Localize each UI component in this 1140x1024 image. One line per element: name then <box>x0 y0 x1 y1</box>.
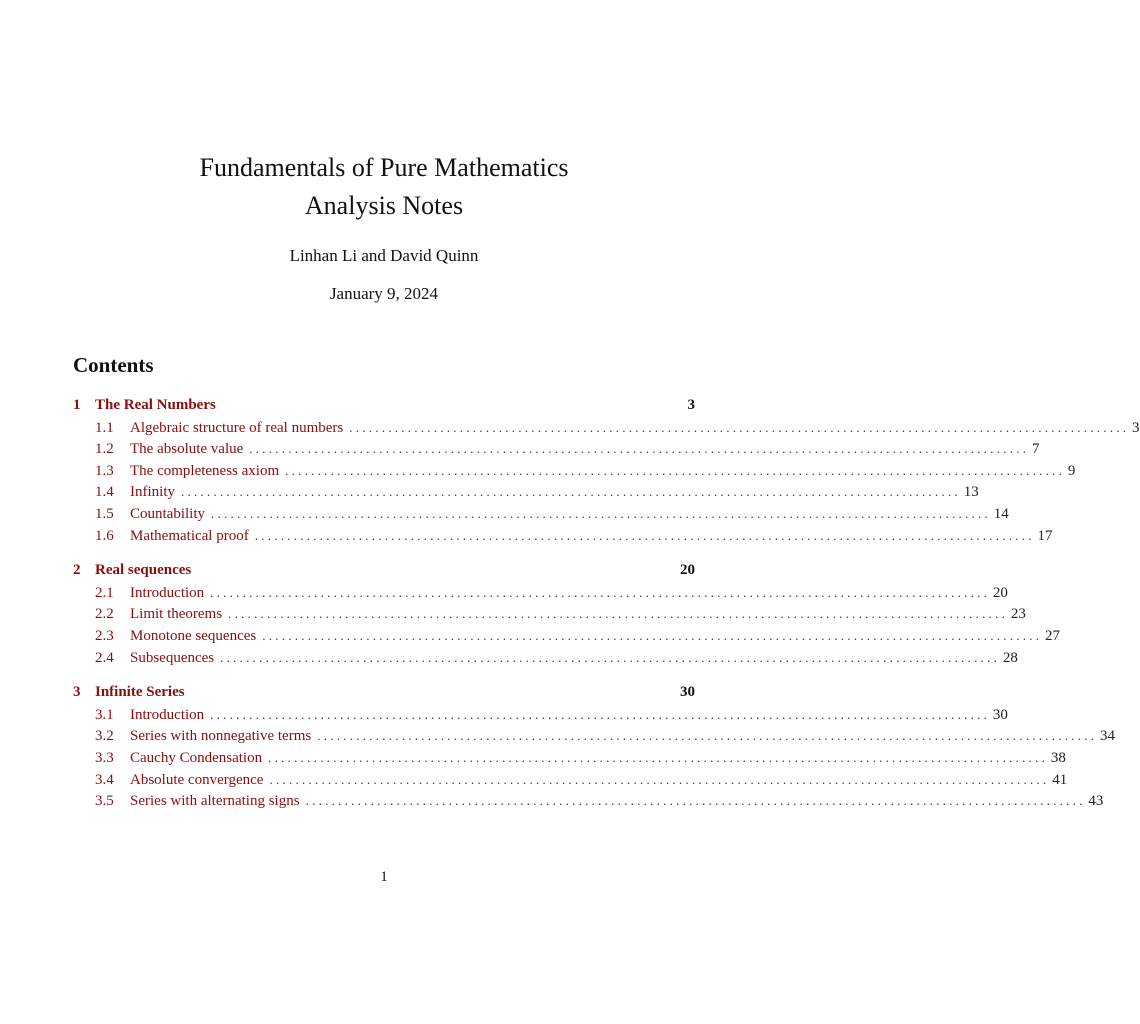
toc-dot-leader: . . . . . . . . . . . . . . . . . . . . . . . . . . . . . . . . . . . . . . . . . . . . . . . . . . . . . . . . . . . . . . . . . . . . . . . . . . . . . . . . . . . . . . . . . . . . . . . . . . . . . . . . . . . . . . . . . . . . . . . . <box>254 527 1032 543</box>
toc-section-link[interactable] <box>73 503 1009 525</box>
toc-chapter-number: 2 <box>73 562 81 579</box>
toc-section-page: 7 <box>1032 441 1040 458</box>
toc-section-link[interactable] <box>73 725 1115 747</box>
toc-section-title: Algebraic structure of real numbers <box>130 419 344 436</box>
toc-section-number: 3.5 <box>95 793 114 810</box>
toc-section-link[interactable] <box>73 525 1053 547</box>
toc-section-title: Series with alternating signs <box>130 793 300 810</box>
toc-dot-leader: . . . . . . . . . . . . . . . . . . . . . . . . . . . . . . . . . . . . . . . . . . . . . . . . . . . . . . . . . . . . . . . . . . . . . . . . . . . . . . . . . . . . . . . . . . . . . . . . . . . . . . . . . . . . . . . . . . . . . . . . <box>349 419 1126 435</box>
toc-dot-leader: . . . . . . . . . . . . . . . . . . . . . . . . . . . . . . . . . . . . . . . . . . . . . . . . . . . . . . . . . . . . . . . . . . . . . . . . . . . . . . . . . . . . . . . . . . . . . . . . . . . . . . . . . . . . . . . . . . . . . . . . <box>285 462 1062 478</box>
toc-chapter-title: Infinite Series <box>95 684 185 701</box>
title-line-2: Analysis Notes <box>304 191 464 220</box>
toc-section-title: Mathematical proof <box>130 527 249 544</box>
toc-section-number: 1.1 <box>95 419 114 436</box>
toc-dot-leader: . . . . . . . . . . . . . . . . . . . . . . . . . . . . . . . . . . . . . . . . . . . . . . . . . . . . . . . . . . . . . . . . . . . . . . . . . . . . . . . . . . . . . . . . . . . . . . . . . . . . . . . . . . . . . . . . . . . . . . . . <box>210 584 987 600</box>
toc-section-link[interactable] <box>73 460 1076 482</box>
toc-section-page: 30 <box>992 706 1008 723</box>
toc-section-link[interactable] <box>73 790 1104 812</box>
toc-section-title: Limit theorems <box>130 606 223 623</box>
toc-section-title: Introduction <box>130 584 205 601</box>
toc-dot-leader: . . . . . . . . . . . . . . . . . . . . . . . . . . . . . . . . . . . . . . . . . . . . . . . . . . . . . . . . . . . . . . . . . . . . . . . . . . . . . . . . . . . . . . . . . . . . . . . . . . . . . . . . . . . . . . . . . . . . . . . . <box>211 505 988 521</box>
authors: Linhan Li and David Quinn <box>289 246 479 265</box>
toc-section-link[interactable] <box>73 417 1140 439</box>
toc-section-page: 27 <box>1044 627 1060 644</box>
toc-section-number: 3.3 <box>95 749 114 766</box>
toc-section-number: 2.4 <box>95 649 114 666</box>
toc-section-page: 13 <box>963 484 979 501</box>
toc-section-link[interactable] <box>73 603 1026 625</box>
toc-chapter-title: The Real Numbers <box>95 397 216 413</box>
toc-section-title: Subsequences <box>130 649 215 666</box>
toc-section-page: 38 <box>1050 749 1066 766</box>
toc-chapter-block <box>73 395 1140 546</box>
toc-dot-leader: . . . . . . . . . . . . . . . . . . . . . . . . . . . . . . . . . . . . . . . . . . . . . . . . . . . . . . . . . . . . . . . . . . . . . . . . . . . . . . . . . . . . . . . . . . . . . . . . . . . . . . . . . . . . . . . . . . . . . . . . <box>262 627 1039 643</box>
toc-section-link[interactable] <box>73 625 1060 647</box>
toc-section-number: 1.5 <box>95 505 114 522</box>
toc-chapter-number: 3 <box>73 684 81 701</box>
toc-section-link[interactable] <box>73 647 1018 669</box>
toc-section-link[interactable] <box>73 438 1040 460</box>
toc-section-page: 17 <box>1037 527 1053 544</box>
toc-section-title: Cauchy Condensation <box>130 749 263 766</box>
toc-chapter-link[interactable] <box>73 395 695 417</box>
toc-section-number: 2.1 <box>95 584 114 601</box>
toc-chapter-title: Real sequences <box>95 562 192 579</box>
toc-section-page: 14 <box>993 505 1009 522</box>
toc-dot-leader: . . . . . . . . . . . . . . . . . . . . . . . . . . . . . . . . . . . . . . . . . . . . . . . . . . . . . . . . . . . . . . . . . . . . . . . . . . . . . . . . . . . . . . . . . . . . . . . . . . . . . . . . . . . . . . . . . . . . . . . . <box>305 793 1083 809</box>
toc-section-number: 1.4 <box>95 484 114 501</box>
toc-section-title: The absolute value <box>130 441 244 458</box>
toc-section-page: 23 <box>1010 606 1026 623</box>
toc-section-number: 2.2 <box>95 606 114 623</box>
toc-dot-leader: . . . . . . . . . . . . . . . . . . . . . . . . . . . . . . . . . . . . . . . . . . . . . . . . . . . . . . . . . . . . . . . . . . . . . . . . . . . . . . . . . . . . . . . . . . . . . . . . . . . . . . . . . . . . . . . . . . . . . . . . <box>228 606 1005 622</box>
toc-section-title: Introduction <box>130 706 205 723</box>
toc-section-number: 3.2 <box>95 728 114 745</box>
toc-chapter-link[interactable] <box>73 682 695 704</box>
toc-section-link[interactable] <box>73 582 1008 604</box>
toc-dot-leader: . . . . . . . . . . . . . . . . . . . . . . . . . . . . . . . . . . . . . . . . . . . . . . . . . . . . . . . . . . . . . . . . . . . . . . . . . . . . . . . . . . . . . . . . . . . . . . . . . . . . . . . . . . . . . . . . . . . . . . . . <box>317 728 1094 744</box>
toc-chapter-number: 1 <box>73 397 81 413</box>
toc-section-number: 1.3 <box>95 462 114 479</box>
toc-dot-leader: . . . . . . . . . . . . . . . . . . . . . . . . . . . . . . . . . . . . . . . . . . . . . . . . . . . . . . . . . . . . . . . . . . . . . . . . . . . . . . . . . . . . . . . . . . . . . . . . . . . . . . . . . . . . . . . . . . . . . . . . <box>249 441 1027 457</box>
toc-dot-leader: . . . . . . . . . . . . . . . . . . . . . . . . . . . . . . . . . . . . . . . . . . . . . . . . . . . . . . . . . . . . . . . . . . . . . . . . . . . . . . . . . . . . . . . . . . . . . . . . . . . . . . . . . . . . . . . . . . . . . . . . <box>210 706 987 722</box>
contents-heading: Contents <box>73 353 154 377</box>
title-line-1: Fundamentals of Pure Mathematics <box>199 153 569 182</box>
toc-section-title: The completeness axiom <box>130 462 280 479</box>
toc-section-title: Monotone sequences <box>130 627 257 644</box>
toc-section-number: 2.3 <box>95 627 114 644</box>
toc-section-link[interactable] <box>73 769 1068 791</box>
toc-chapter-page: 30 <box>680 684 695 701</box>
toc-section-number: 1.2 <box>95 441 114 458</box>
toc-section-title: Infinity <box>130 484 175 501</box>
toc-chapter-page: 3 <box>687 397 695 413</box>
toc-section-title: Absolute convergence <box>130 771 264 788</box>
toc-dot-leader: . . . . . . . . . . . . . . . . . . . . . . . . . . . . . . . . . . . . . . . . . . . . . . . . . . . . . . . . . . . . . . . . . . . . . . . . . . . . . . . . . . . . . . . . . . . . . . . . . . . . . . . . . . . . . . . . . . . . . . . . <box>268 749 1045 765</box>
toc-dot-leader: . . . . . . . . . . . . . . . . . . . . . . . . . . . . . . . . . . . . . . . . . . . . . . . . . . . . . . . . . . . . . . . . . . . . . . . . . . . . . . . . . . . . . . . . . . . . . . . . . . . . . . . . . . . . . . . . . . . . . . . . <box>220 649 997 665</box>
toc-chapter-page: 20 <box>680 562 695 579</box>
toc-section-number: 3.1 <box>95 706 114 723</box>
page-number: 1 <box>380 869 388 885</box>
toc-chapter-link[interactable] <box>73 560 695 582</box>
toc-section-title: Countability <box>130 505 205 522</box>
toc-section-page: 9 <box>1067 462 1076 479</box>
toc-section-number: 1.6 <box>95 527 114 544</box>
toc-section-title: Series with nonnegative terms <box>130 728 312 745</box>
toc-section-page: 28 <box>1002 649 1018 666</box>
toc-section-page: 3 <box>1132 419 1140 436</box>
toc-dot-leader: . . . . . . . . . . . . . . . . . . . . . . . . . . . . . . . . . . . . . . . . . . . . . . . . . . . . . . . . . . . . . . . . . . . . . . . . . . . . . . . . . . . . . . . . . . . . . . . . . . . . . . . . . . . . . . . . . . . . . . . . <box>181 484 958 500</box>
table-of-contents <box>73 395 1140 826</box>
toc-section-page: 41 <box>1052 771 1068 788</box>
toc-section-page: 43 <box>1088 793 1104 810</box>
document-title <box>0 149 768 225</box>
toc-section-link[interactable] <box>73 747 1066 769</box>
toc-section-page: 20 <box>992 584 1008 601</box>
toc-section-link[interactable] <box>73 481 979 503</box>
toc-dot-leader: . . . . . . . . . . . . . . . . . . . . . . . . . . . . . . . . . . . . . . . . . . . . . . . . . . . . . . . . . . . . . . . . . . . . . . . . . . . . . . . . . . . . . . . . . . . . . . . . . . . . . . . . . . . . . . . . . . . . . . . . <box>269 771 1047 787</box>
toc-section-number: 3.4 <box>95 771 114 788</box>
toc-chapter-block <box>73 560 1060 668</box>
toc-chapter-block <box>73 682 1115 812</box>
toc-section-page: 34 <box>1099 728 1115 745</box>
date: January 9, 2024 <box>329 284 439 303</box>
toc-section-link[interactable] <box>73 704 1008 726</box>
